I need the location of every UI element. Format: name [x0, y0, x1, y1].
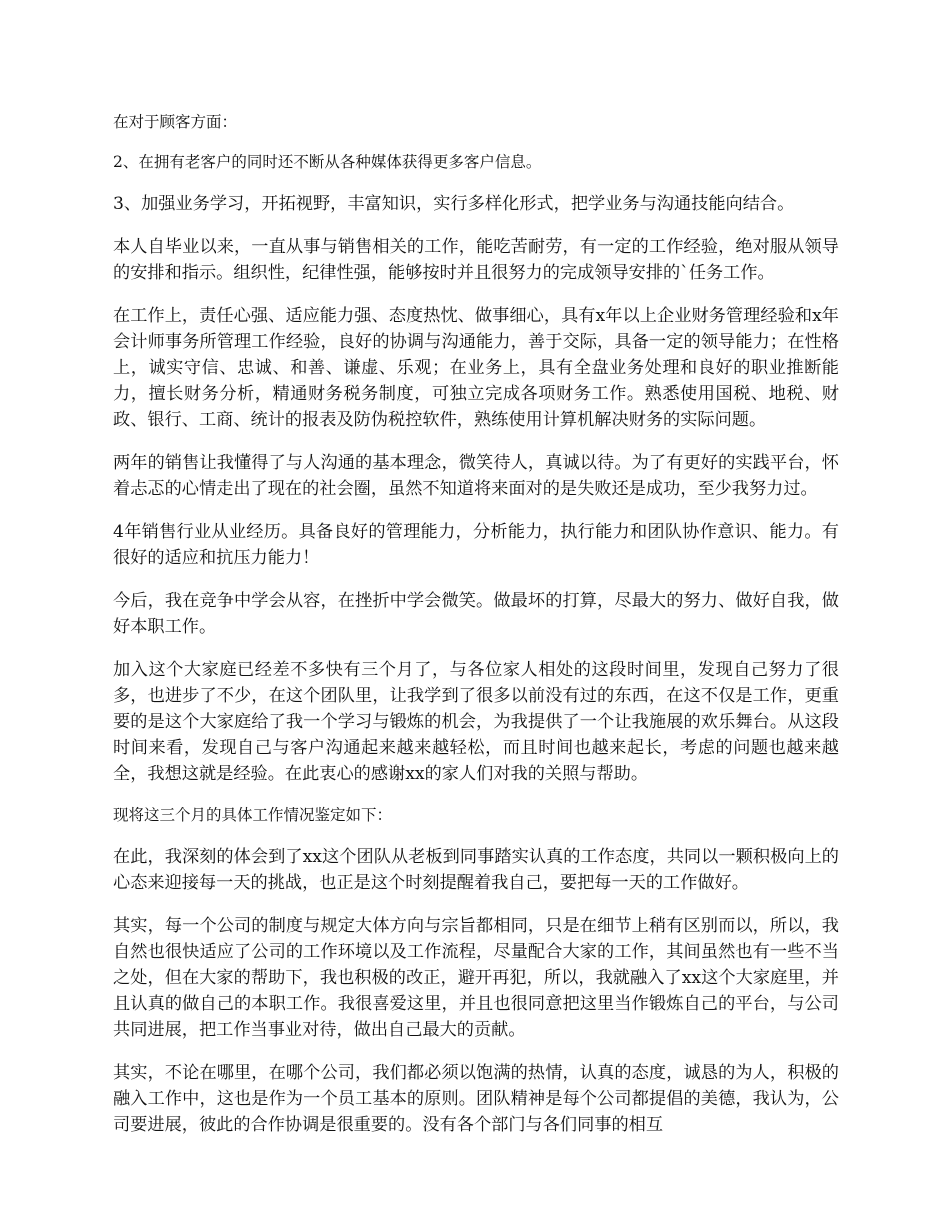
paragraph-7: 4年销售行业从业经历。具备良好的管理能力，分析能力，执行能力和团队协作意识、能力。有很好的适应和抗压力能力！ [113, 522, 839, 568]
paragraph-5: 在工作上，责任心强、适应能力强、态度热忱、做事细心，具有x年以上企业财务管理经验和x年会计师事务所管理工作经验，良好的协调与沟通能力，善于交际，具备一定的领导能力；在性格上，诚实守信、忠诚、和善、谦虚、乐观；在业务上，具有全盘业务处理和良好的职业推断能力，擅长财务分析，精通财务税务制度，可独立完成各项财务工作。熟悉使用国税、地税、财政、银行、工商、统计的报表及防伪税控软件，熟练使用计算机解决财务的实际问题。 [113, 306, 839, 430]
paragraph-13: 其实，不论在哪里，在哪个公司，我们都必须以饱满的热情，认真的态度，诚恳的为人，积极的融入工作中，这也是作为一个员工基本的原则。团队精神是每个公司都提倡的美德，我认为，公司要进展，彼此的合作协调是很重要的。没有各个部门与各们同事的相互 [113, 1063, 839, 1135]
paragraph-9: 加入这个大家庭已经差不多快有三个月了，与各位家人相处的这段时间里，发现自己努力了很多，也进步了不少，在这个团队里，让我学到了很多以前没有过的东西，在这不仅是工作，更重要的是这个大家庭给了我一个学习与锻炼的机会，为我提供了一个让我施展的欢乐舞台。从这段时间来看，发现自己与客户沟通起来越来越轻松，而且时间也越来起长，考虑的问题也越来越全，我想这就是经验。在此衷心的感谢xx的家人们对我的关照与帮助。 [113, 660, 839, 784]
paragraph-2: 2、在拥有老客户的同时还不断从各种媒体获得更多客户信息。 [113, 153, 542, 171]
paragraph-12: 其实，每一个公司的制度与规定大体方向与宗旨都相同，只是在细节上稍有区别而以，所以，我自然也很快适应了公司的工作环境以及工作流程，尽量配合大家的工作，其间虽然也有一些不当之处，但在大家的帮助下，我也积极的改正，避开再犯，所以，我就融入了xx这个大家庭里，并且认真的做自己的本职工作。我很喜爱这里，并且也很同意把这里当作锻炼自己的平台，与公司共同进展，把工作当事业对待，做出自己最大的贡献。 [113, 916, 839, 1040]
paragraph-8: 今后，我在竞争中学会从容，在挫折中学会微笑。做最坏的打算，尽最大的努力、做好自我，做好本职工作。 [113, 591, 839, 637]
paragraph-11: 在此，我深刻的体会到了xx这个团队从老板到同事踏实认真的工作态度，共同以一颗积极向上的心态来迎接每一天的挑战，也正是这个时刻提醒着我自己，要把每一天的工作做好。 [113, 847, 839, 893]
document-body [113, 111, 839, 1155]
paragraph-3: 3、加强业务学习，开拓视野，丰富知识，实行多样化形式，把学业务与沟通技能向结合。 [113, 194, 795, 214]
paragraph-4: 本人自毕业以来，一直从事与销售相关的工作，能吃苦耐劳，有一定的工作经验，绝对服从领导的安排和指示。组织性，纪律性强，能够按时并且很努力的完成领导安排的`任务工作。 [113, 237, 839, 283]
paragraph-6: 两年的销售让我懂得了与人沟通的基本理念，微笑待人，真诚以待。为了有更好的实践平台，怀着忐忑的心情走出了现在的社会圈，虽然不知道将来面对的是失败还是成功，至少我努力过。 [113, 453, 839, 499]
paragraph-10: 现将这三个月的具体工作情况鉴定如下： [113, 806, 393, 824]
paragraph-1: 在对于顾客方面： [113, 113, 238, 131]
